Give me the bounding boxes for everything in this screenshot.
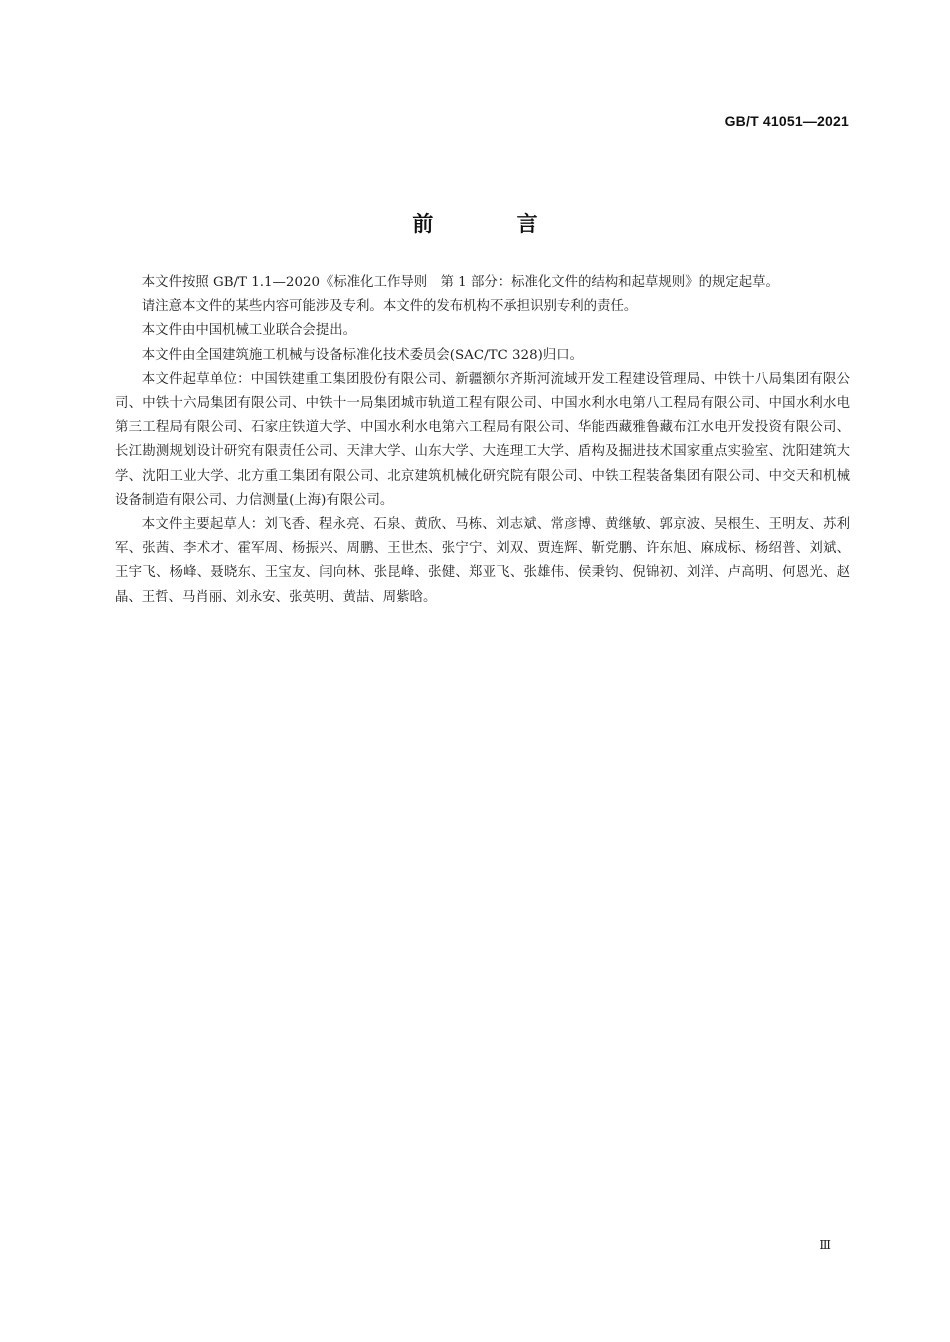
paragraph-proposer: 本文件由中国机械工业联合会提出。 — [141, 323, 357, 339]
paragraph-drafting-rules: 本文件按照 GB/T 1.1—2020《标准化工作导则 第 1 部分：标准化文件的结构和起草规则》的规定起草。 — [141, 275, 779, 290]
page-number: Ⅲ — [819, 1238, 831, 1252]
page-title: 前 言 — [412, 212, 576, 237]
paragraph-technical-committee: 本文件由全国建筑施工机械与设备标准化技术委员会(SAC/TC 328)归口。 — [141, 347, 583, 363]
paragraph-drafting-units: 本文件起草单位：中国铁建重工集团股份有限公司、新疆额尔齐斯河流域开发工程建设管理局、中铁十八局集团有限公司、中铁十六局集团有限公司、中铁十一局集团城市轨道工程有限公司、中国水利水电第八工程局有限公司、中国水利水电第三工程局有限公司、石家庄铁道大学、中国水利水电第六工程局有限公司、华能西藏雅鲁藏布江水电开发投资有限公司、长江勘测规划设计研究有限责任公司、天津大学、山东大学、大连理工大学、盾构及掘进技术国家重点实验室、沈阳建筑大学、沈阳工业大学、北方重工集团有限公司、北京建筑机械化研究院有限公司、中铁工程装备集团有限公司、中交天和机械设备制造有限公司、力信测量(上海)有限公司。 — [115, 371, 850, 508]
standard-number: GB/T 41051—2021 — [724, 113, 849, 129]
foreword-body — [115, 271, 850, 610]
paragraph-main-drafters: 本文件主要起草人：刘飞香、程永亮、石泉、黄欣、马栋、刘志斌、常彦博、黄继敏、郭京波、吴根生、王明友、苏利军、张茜、李术才、霍军周、杨振兴、周鹏、王世杰、张宁宁、刘双、贾连辉、靳党鹏、许东旭、麻成标、杨绍普、刘斌、王宇飞、杨峰、聂晓东、王宝友、闫向林、张昆峰、张健、郑亚飞、张雄伟、侯秉钧、倪锦初、刘洋、卢高明、何恩光、赵晶、王哲、马肖丽、刘永安、张英明、黄喆、周紫晗。 — [115, 517, 850, 605]
paragraph-patent-notice: 请注意本文件的某些内容可能涉及专利。本文件的发布机构不承担识别专利的责任。 — [141, 299, 638, 315]
